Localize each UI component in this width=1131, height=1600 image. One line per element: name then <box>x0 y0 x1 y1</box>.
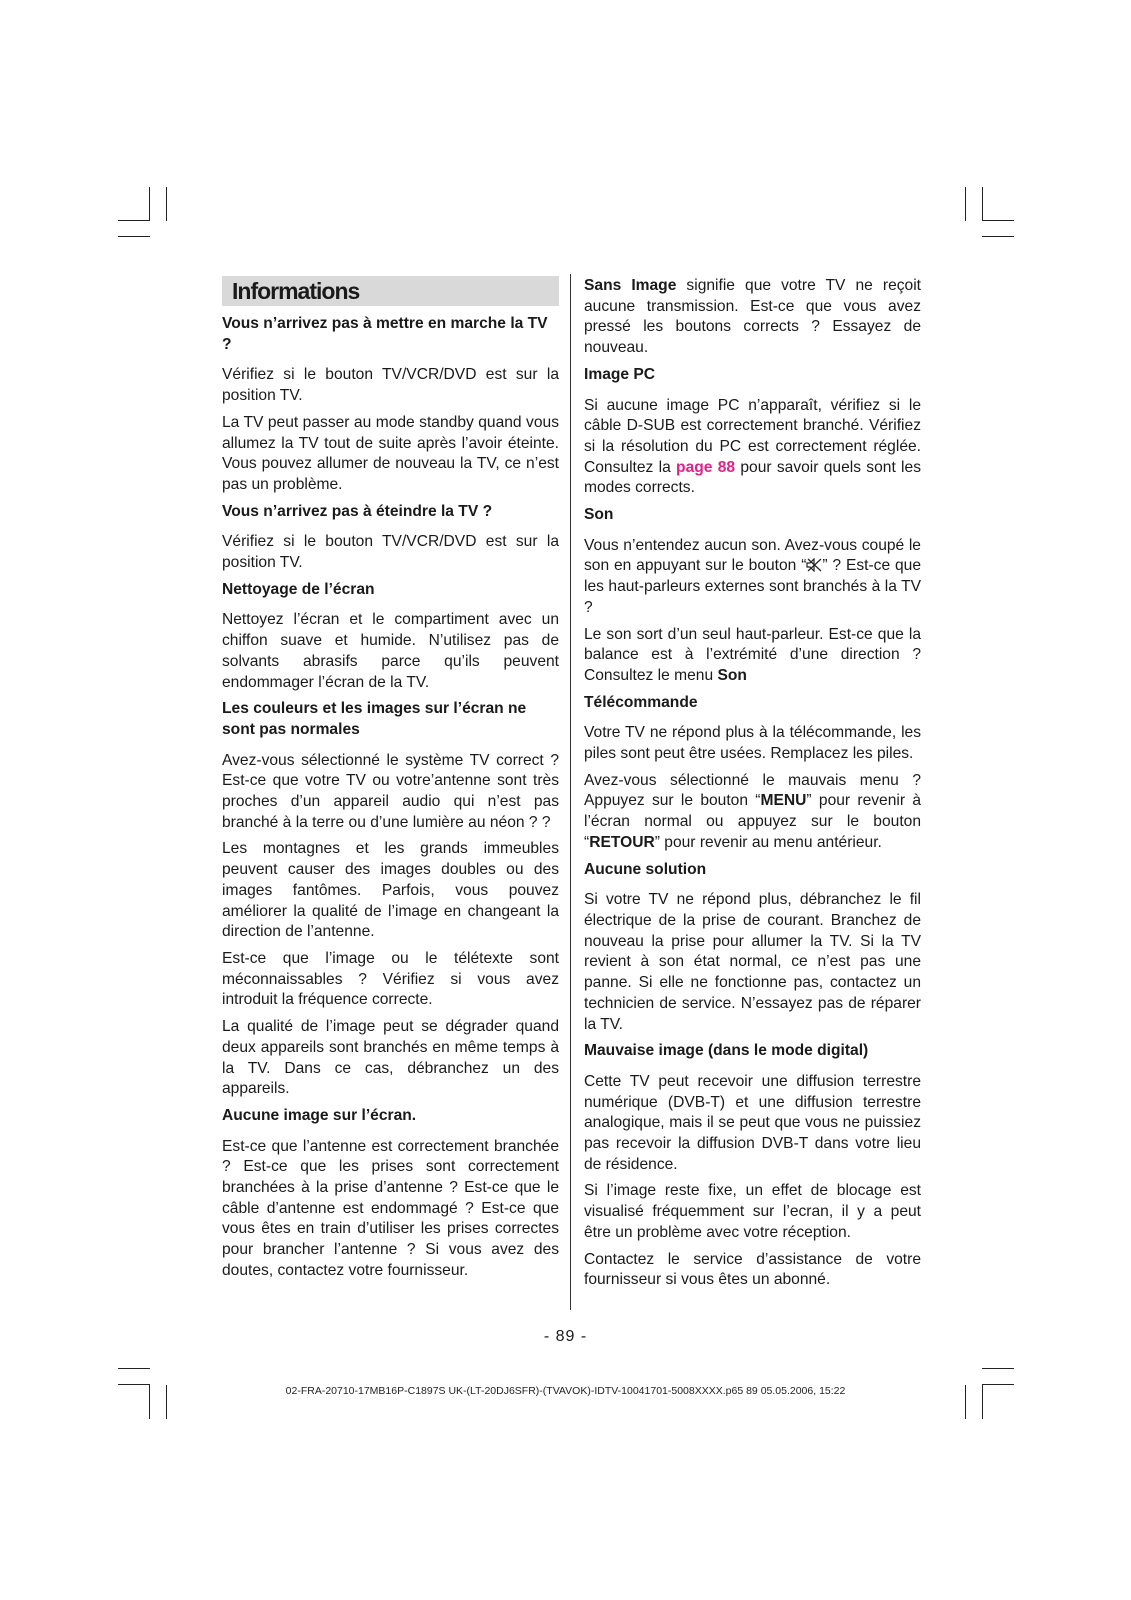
paragraph: Le son sort d’un seul haut-parleur. Est-ce que la balance est à l’extrémité d’une direction ? Consultez le menu Son <box>584 625 921 684</box>
crop-mark <box>118 236 150 237</box>
crop-mark <box>982 1368 1014 1369</box>
heading-no-image: Aucune image sur l’écran. <box>222 1106 417 1124</box>
crop-mark <box>982 220 1014 221</box>
paragraph: Est-ce que l’antenne est correctement branchée ? Est-ce que les prises sont correctement branchées à la prise d’antenne ? Est-ce que le câble d’antenne est endommagé ? Est-ce que vous êtes en train d’utiliser les prises correctes pour brancher l’antenne ? Si vous avez des doutes, contactez votre fournisseur. <box>222 1137 559 1279</box>
page-link[interactable]: page 88 <box>676 458 736 476</box>
paragraph: Vérifiez si le bouton TV/VCR/DVD est sur la position TV. <box>222 533 559 572</box>
paragraph: Est-ce que l’image ou le télétexte sont méconnaissables ? Vérifiez si vous avez introduit la fréquence correcte. <box>222 949 559 1009</box>
heading-bad-image-digital: Mauvaise image (dans le mode digital) <box>584 1042 869 1060</box>
left-column <box>222 276 559 1288</box>
paragraph: Si aucune image PC n’apparaît, vérifiez si le câble D-SUB est correctement branché. Vérifiez si la résolution du PC est correctement réglée. Consultez la page 88 pour savoir quels sont les modes corrects. <box>584 396 921 497</box>
retour-button-label: RETOUR <box>589 833 655 851</box>
paragraph: Votre TV ne répond plus à la télécommande, les piles sont peut être usées. Remplacez les piles. <box>584 724 921 763</box>
heading-no-solution: Aucune solution <box>584 860 707 878</box>
crop-mark <box>149 187 150 221</box>
heading-power-on: Vous n’arrivez pas à mettre en marche la TV ? <box>222 315 548 353</box>
paragraph: Vous n’entendez aucun son. Avez-vous coupé le son en appuyant sur le bouton “ ” ? Est-ce que les haut-parleurs externes sont branchés à la TV ? <box>584 536 921 616</box>
paragraph: Avez-vous sélectionné le mauvais menu ? Appuyez sur le bouton “MENU” pour revenir à l’écran normal ou appuyez sur le bouton “RETOUR” pour revenir au menu antérieur. <box>584 771 921 851</box>
crop-mark <box>982 187 983 221</box>
heading-screen-cleaning: Nettoyage de l’écran <box>222 580 375 598</box>
paragraph: Nettoyez l’écran et le compartiment avec un chiffon suave et humide. N’utilisez pas de solvants abrasifs parce qu’ils peuvent endommager l’écran de la TV. <box>222 611 559 691</box>
page-title: Informations <box>232 277 360 304</box>
page-number: - 89 - <box>543 1328 588 1345</box>
crop-mark <box>166 187 167 221</box>
mute-icon <box>806 558 822 572</box>
paragraph: La TV peut passer au mode standby quand vous allumez la TV tout de suite après l’avoir éteinte. Vous pouvez allumer de nouveau la TV, ce n’est pas un problème. <box>222 413 559 493</box>
bold-term: Sans Image <box>584 277 677 294</box>
right-column <box>584 276 921 1297</box>
paragraph: Si votre TV ne répond plus, débranchez le fil électrique de la prise de courant. Branchez de nouveau la prise pour allumer la TV. Si la TV revient à son état normal, ce n’est pas une panne. Si elle ne fonctionne pas, contactez un technicien de service. N’essayez pas de réparer la TV. <box>584 891 921 1033</box>
paragraph: Les montagnes et les grands immeubles peuvent causer des images doubles ou des images fantômes. Parfois, vous pouvez améliorer la qualité de l’image en changeant la direction de l’antenne. <box>222 840 559 941</box>
section-title-bar <box>222 276 559 306</box>
heading-image-pc: Image PC <box>584 365 656 383</box>
bold-term: Son <box>717 666 747 684</box>
paragraph: Avez-vous sélectionné le système TV correct ? Est-ce que votre TV ou votre’antenne sont très proches d’un appareil audio qui n’est pas branché à la terre ou d’une lumière au néon ? ? <box>222 751 559 831</box>
heading-power-off: Vous n’arrivez pas à éteindre la TV ? <box>222 502 493 520</box>
heading-colors-images: Les couleurs et les images sur l’écran ne sont pas normales <box>222 700 527 738</box>
crop-mark <box>965 187 966 221</box>
heading-remote: Télécommande <box>584 693 698 711</box>
column-divider <box>570 274 571 1310</box>
menu-button-label: MENU <box>760 792 807 810</box>
crop-mark <box>982 236 1014 237</box>
paragraph: Cette TV peut recevoir une diffusion terrestre numérique (DVB-T) et une diffusion terrestre analogique, mais il se peut que vous ne puissiez pas recevoir la diffusion DVB-T dans votre lieu de résidence. <box>584 1072 921 1173</box>
crop-mark <box>118 220 150 221</box>
paragraph: Sans Image signifie que votre TV ne reçoit aucune transmission. Est-ce que vous avez pressé les boutons corrects ? Essayez de nouveau. <box>584 277 922 357</box>
paragraph: Si l’image reste fixe, un effet de blocage est visualisé fréquemment sur l’ecran, il y a peut être un problème avec votre réception. <box>584 1182 921 1241</box>
paragraph: La qualité de l’image peut se dégrader quand deux appareils sont branchés en même temps à la TV. Dans ce cas, débranchez un des appareils. <box>222 1018 559 1098</box>
print-footer: 02-FRA-20710-17MB16P-C1897S UK-(LT-20DJ6SFR)-(TVAVOK)-IDTV-10041701-5008XXXX.p65 89 05.05.2006, 15:22 <box>285 1385 846 1397</box>
heading-sound: Son <box>584 506 614 524</box>
paragraph: Vérifiez si le bouton TV/VCR/DVD est sur la position TV. <box>222 366 559 405</box>
crop-mark <box>118 1368 150 1369</box>
paragraph: Contactez le service d’assistance de votre fournisseur si vous êtes un abonné. <box>584 1250 921 1289</box>
